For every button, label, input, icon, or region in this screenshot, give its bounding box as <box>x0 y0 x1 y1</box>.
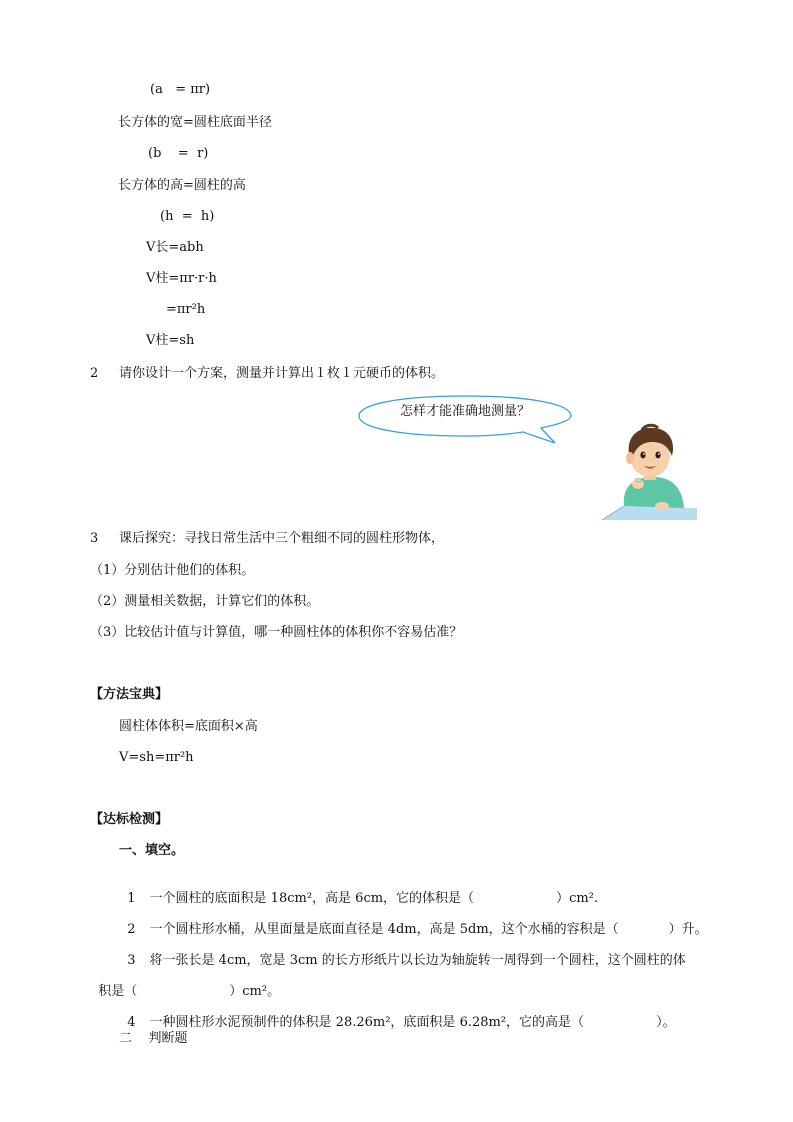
cuboid-width-label: 长方体的宽=圆柱底面半径 <box>118 115 272 130</box>
boy-thinking-illustration <box>602 420 697 520</box>
task2-text: 请你设计一个方案，测量并计算出１枚１元硬币的体积。 <box>119 366 445 381</box>
method-heading: 【方法宝典】 <box>90 687 169 702</box>
formula-a-eq: (a = πr) <box>150 82 211 97</box>
question-4 <box>119 999 676 1031</box>
question-2-text: 一个圆柱形水桶，从里面量是底面直径是 4dm，高是 5dm，这个水桶的容积是（ <box>149 922 619 937</box>
question-3-continued <box>90 968 280 1000</box>
formula-h-eq: (h = h) <box>160 209 215 224</box>
method-line-1: 圆柱体体积=底面积×高 <box>119 719 258 734</box>
question-3 <box>119 937 686 969</box>
question-3-text-2: 积是（ <box>98 984 138 999</box>
question-3-unit: ）cm²。 <box>229 984 281 999</box>
question-3-number: 3 <box>127 953 136 968</box>
question-4-number: 4 <box>127 1015 136 1030</box>
cuboid-height-label: 长方体的高=圆柱的高 <box>118 178 246 193</box>
judgment-section-title: 二 判断题 <box>119 1031 188 1046</box>
question-2 <box>119 906 708 938</box>
task3-number: 3 <box>90 531 99 546</box>
formula-b-eq: (b = r) <box>148 146 209 161</box>
formula-v-cylinder-2: =πr²h <box>166 302 206 317</box>
speech-bubble <box>355 390 575 450</box>
question-3-text: 将一张长是 4cm，宽是 3cm 的长方形纸片以长边为轴旋转一周得到一个圆柱，这个圆柱的体 <box>149 953 686 968</box>
bubble-text: 怎样才能准确地测量？ <box>400 404 531 419</box>
fill-in-section-title: 一、填空。 <box>119 843 185 858</box>
task2-number: 2 <box>90 366 99 381</box>
task3-item-1: （1）分别估计他们的体积。 <box>90 563 255 578</box>
task3-item-3: （3）比较估计值与计算值，哪一种圆柱体的体积你不容易估准？ <box>90 625 463 640</box>
question-1-text: 一个圆柱的底面积是 18cm²，高是 6cm，它的体积是（ <box>149 891 475 906</box>
formula-v-cylinder-1: V柱=πr·r·h <box>146 271 217 286</box>
question-1 <box>119 875 598 907</box>
question-2-unit: ）升。 <box>668 922 708 937</box>
question-1-number: 1 <box>127 891 136 906</box>
question-2-number: 2 <box>127 922 136 937</box>
question-1-unit: ）cm². <box>556 891 599 906</box>
formula-v-cuboid: V长=abh <box>146 240 204 255</box>
task3-item-2: （2）测量相关数据，计算它们的体积。 <box>90 594 320 609</box>
question-4-unit: ）。 <box>656 1015 676 1030</box>
question-4-text: 一种圆柱形水泥预制件的体积是 28.26m²，底面积是 6.28m²，它的高是（ <box>149 1015 585 1030</box>
formula-v-cylinder-3: V柱=sh <box>146 333 195 348</box>
method-line-2: V=sh=πr²h <box>119 750 194 765</box>
test-heading: 【达标检测】 <box>90 812 169 827</box>
task3-text: 课后探究：寻找日常生活中三个粗细不同的圆柱形物体， <box>119 531 445 546</box>
